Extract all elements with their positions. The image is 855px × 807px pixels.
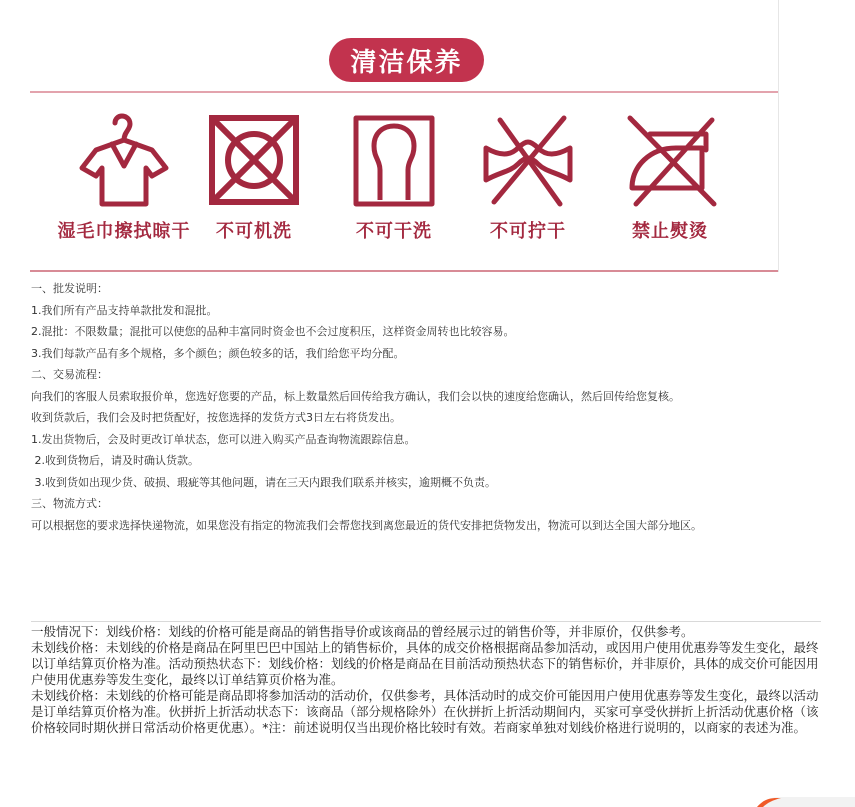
process-item-5: 3.收到货如出现少货、破损、瑕疵等其他问题，请在三天内跟我们联系并核实，逾期概不负责。 [31,475,496,489]
no-machine-wash-icon [204,110,304,210]
process-item-3: 1.发出货物后，会及时更改订单状态，您可以进入购买产品查询物流跟踪信息。 [31,432,416,446]
banner-bottom-border [30,270,778,272]
process-item-1: 向我们的客服人员索取报价单，您选好您要的产品，标上数量然后回传给我方确认，我们会以快的速度给您确认，然后回传给您复核。 [31,389,680,403]
care-label-no-dry-clean: 不可干洗 [356,221,432,242]
no-dry-clean-icon [344,110,444,210]
no-iron-icon [620,110,720,210]
wholesale-item-3: 3.我们每款产品有多个规格，多个颜色；颜色较多的话，我们给您平均分配。 [31,346,405,360]
wholesale-item-2: 2.混批：不限数量；混批可以使您的品种丰富同时资金也不会过度积压，这样资金周转也比较容易。 [31,325,515,338]
price-notice-para-3: 未划线价格：未划线的价格可能是商品即将参加活动的活动价，仅供参考，具体活动时的成交价可能因用户使用优惠券等发生变化，最终以活动是订单结算页价格为准。伙拼折上折活动状态下：该商品（部分规格除外）在伙拼折上折活动期间内，买家可享受伙拼折上折活动优惠价格（该价格较同时期伙拼日常活动价格更优惠）。*注：前述说明仅当出现价格比较时有效。若商家单独对划线价格进行说明的，以商家的表述为准。 [31,688,819,735]
logistics-item-1: 可以根据您的要求选择快递物流，如果您没有指定的物流我们会帮您找到离您最近的货代安排把货物发出，物流可以到达全国大部分地区。 [31,518,702,532]
process-item-2: 收到货款后，我们会及时把货配好，按您选择的发货方式3日左右将货发出。 [31,411,401,424]
care-label-wipe-dry: 湿毛巾擦拭晾干 [57,221,191,242]
care-label-no-iron: 禁止熨烫 [632,221,708,242]
price-notice-para-2: 未划线价格：未划线的价格是商品在阿里巴巴中国站上的销售标价，具体的成交价格根据商品参加活动，或因用户使用优惠券等发生变化，最终以订单结算页价格为准。活动预热状态下：划线价格：划线的价格是商品在目前活动预热状态下的销售标价，并非原价，具体的成交价可能因用户使用优惠券等发生变化，最终以订单结算页价格为准。 [31,640,819,687]
care-instructions-banner [30,0,779,272]
care-title: 清洁保养 [329,38,484,82]
logistics-heading: 三、物流方式： [31,497,108,510]
wholesale-heading: 一、批发说明： [31,282,108,295]
process-item-4: 2.收到货物后，请及时确认货款。 [31,454,199,467]
price-notice-para-1: 一般情况下：划线价格：划线的价格可能是商品的销售指导价或该商品的曾经展示过的销售价等，并非原价，仅供参考。 [31,624,694,639]
care-divider [30,91,778,93]
care-label-no-machine-wash: 不可机洗 [216,221,292,242]
price-notice-divider [31,621,821,622]
wholesale-info [31,278,821,536]
corner-accent-shape [757,794,855,807]
price-notice [31,624,821,736]
no-wring-icon [478,110,578,210]
care-label-no-wring: 不可拧干 [490,221,566,242]
hanger-shirt-icon [74,110,174,210]
wholesale-item-1: 1.我们所有产品支持单款批发和混批。 [31,303,218,317]
process-heading: 二、交易流程： [31,368,108,381]
